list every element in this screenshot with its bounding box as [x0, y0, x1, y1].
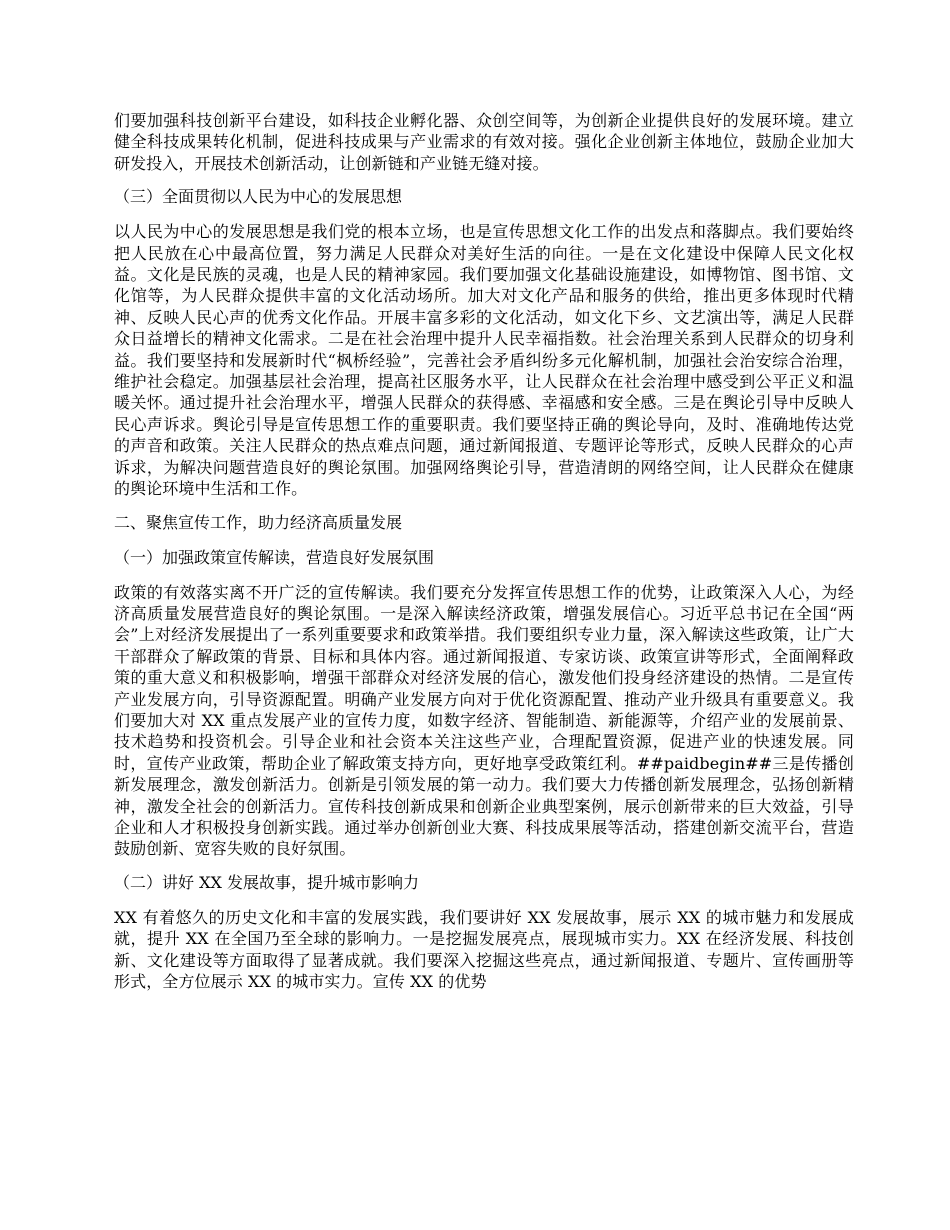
paragraph-innovation-platform: 们要加强科技创新平台建设，如科技企业孵化器、众创空间等，为创新企业提供良好的发展环境。建立健全科技成果转化机制，促进科技成果与产业需求的有效对接。强化企业创新主体地位，鼓励企业加大研发投入，开展技术创新活动，让创新链和产业链无缝对接。 — [114, 111, 854, 173]
paragraph-city-story: XX 有着悠久的历史文化和丰富的发展实践，我们要讲好 XX 发展故事，展示 XX 的城市魅力和发展成就，提升 XX 在全国乃至全球的影响力。一是挖掘发展亮点，展现城市实力。XX 在经济发展、科技创新、文化建设等方面取得了显著成就。我们要深入挖掘这些亮点，通过新闻报道、专题片、宣传画册等形式，全方位展示 XX 的城市实力。宣传 XX 的优势 — [114, 907, 854, 991]
spacer — [114, 894, 854, 907]
spacer — [114, 534, 854, 547]
spacer — [114, 569, 854, 582]
document-page — [114, 110, 854, 992]
spacer — [114, 500, 854, 512]
heading-people-centered: （三）全面贯彻以人民为中心的发展思想 — [114, 187, 403, 207]
heading-section-two: 二、聚焦宣传工作，助力经济高质量发展 — [114, 512, 403, 532]
paragraph-policy-promotion: 政策的有效落实离不开广泛的宣传解读。我们要充分发挥宣传思想工作的优势，让政策深入人心，为经济高质量发展营造良好的舆论氛围。一是深入解读经济政策，增强发展信心。习近平总书记在全国“两会”上对经济发展提出了一系列重要要求和政策举措。我们要组织专业力量，深入解读这些政策，让广大干部群众了解政策的背景、目标和具体内容。通过新闻报道、专家访谈、政策宣讲等形式，全面阐释政策的重大意义和积极影响，增强干部群众对经济发展的信心，激发他们投身经济建设的热情。二是宣传产业发展方向，引导资源配置。明确产业发展方向对于优化资源配置、推动产业升级具有重要意义。我们要加大对 XX 重点发展产业的宣传力度，如数字经济、智能制造、新能源等，介绍产业的发展前景、技术趋势和投资机会。引导企业和社会资本关注这些产业，合理配置资源，促进产业的快速发展。同时，宣传产业政策，帮助企业了解政策支持方向，更好地享受政策红利。##paidbegin##三是传播创新发展理念，激发创新活力。创新是引领发展的第一动力。我们要大力传播创新发展理念，弘扬创新精神，激发全社会的创新活力。宣传科技创新成果和创新企业典型案例，展示创新带来的巨大效益，引导企业和人才积极投身创新实践。通过举办创新创业大赛、科技成果展等活动，搭建创新交流平台，营造鼓励创新、宽容失败的良好氛围。 — [114, 582, 854, 859]
spacer — [114, 860, 854, 872]
spacer — [114, 208, 854, 221]
spacer — [114, 174, 854, 186]
heading-policy-promotion: （一）加强政策宣传解读，营造良好发展氛围 — [114, 547, 435, 567]
heading-city-story: （二）讲好 XX 发展故事，提升城市影响力 — [114, 872, 419, 892]
paragraph-people-centered: 以人民为中心的发展思想是我们党的根本立场，也是宣传思想文化工作的出发点和落脚点。我们要始终把人民放在心中最高位置，努力满足人民群众对美好生活的向往。一是在文化建设中保障人民文化权益。文化是民族的灵魂，也是人民的精神家园。我们要加强文化基础设施建设，如博物馆、图书馆、文化馆等，为人民群众提供丰富的文化活动场所。加大对文化产品和服务的供给，推出更多体现时代精神、反映人民心声的优秀文化作品。开展丰富多彩的文化活动，如文化下乡、文艺演出等，满足人民群众日益增长的精神文化需求。二是在社会治理中提升人民幸福指数。社会治理关系到人民群众的切身利益。我们要坚持和发展新时代“枫桥经验”，完善社会矛盾纠纷多元化解机制，加强社会治安综合治理，维护社会稳定。加强基层社会治理，提高社区服务水平，让人民群众在社会治理中感受到公平正义和温暖关怀。通过提升社会治理水平，增强人民群众的获得感、幸福感和安全感。三是在舆论引导中反映人民心声诉求。舆论引导是宣传思想工作的重要职责。我们要坚持正确的舆论导向，及时、准确地传达党的声音和政策。关注人民群众的热点难点问题，通过新闻报道、专题评论等形式，反映人民群众的心声诉求，为解决问题营造良好的舆论氛围。加强网络舆论引导，营造清朗的网络空间，让人民群众在健康的舆论环境中生活和工作。 — [114, 222, 854, 499]
